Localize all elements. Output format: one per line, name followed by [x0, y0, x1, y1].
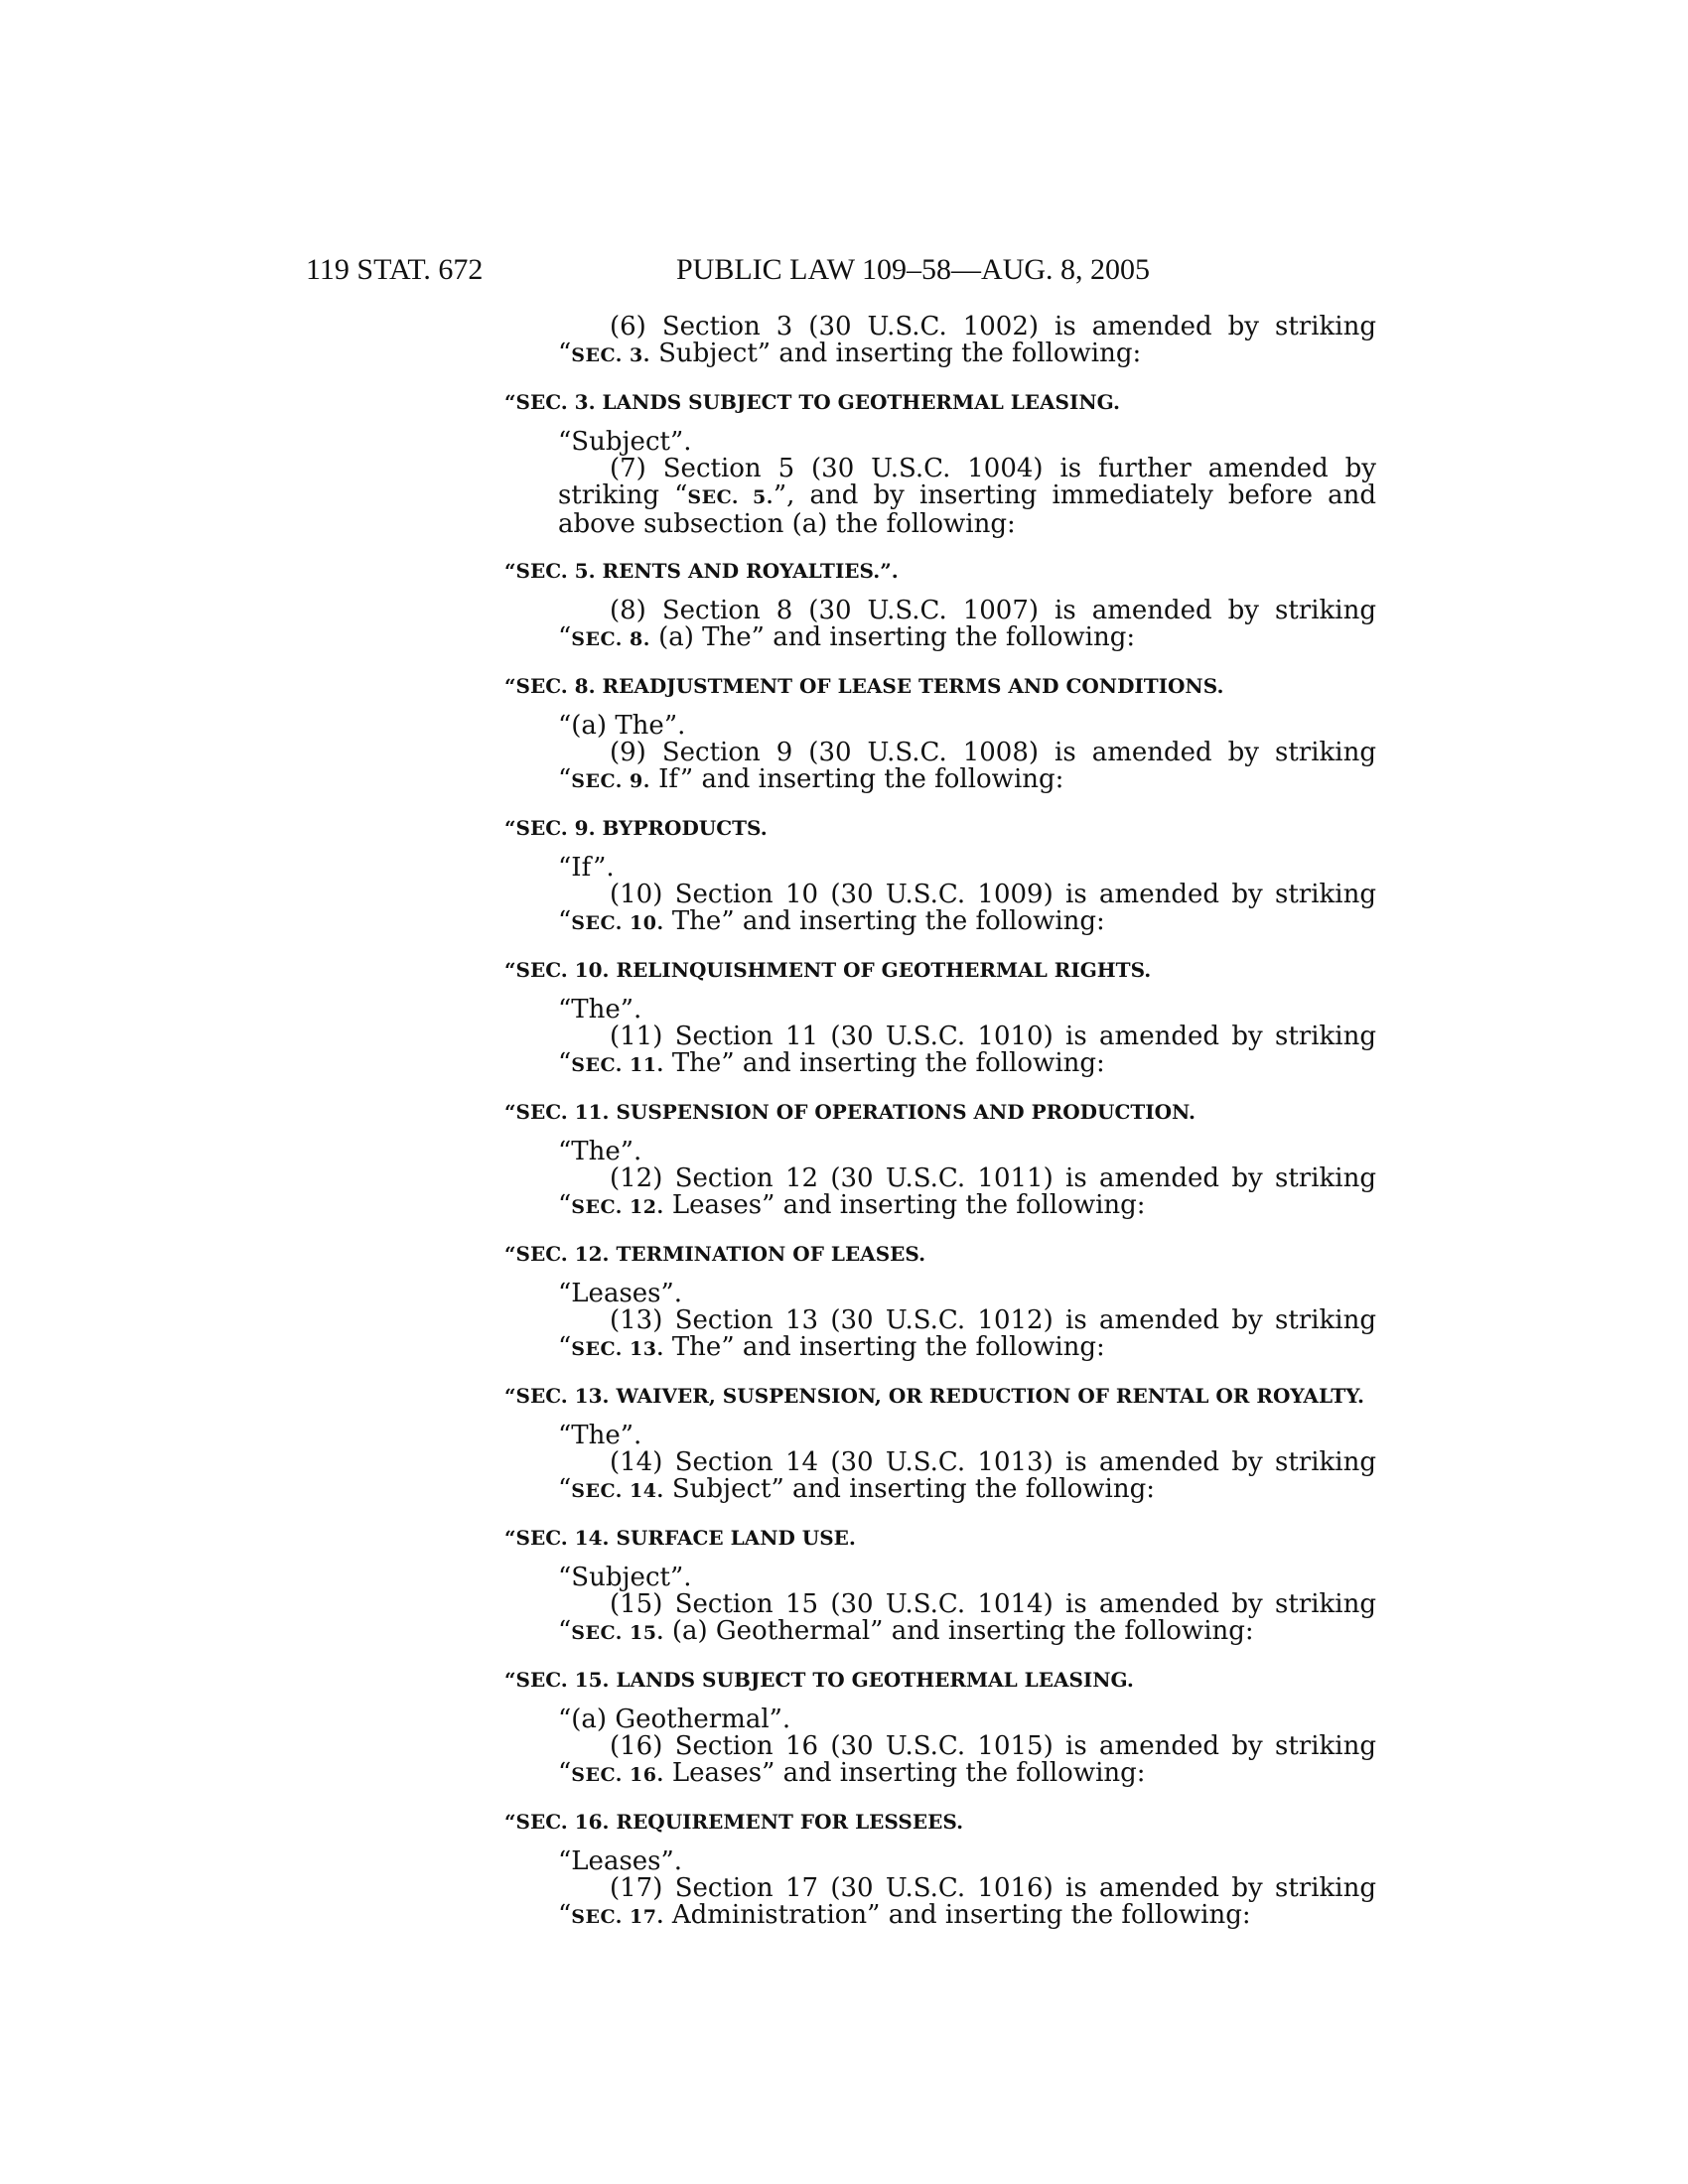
section-heading: “SEC. 16. REQUIREMENT FOR LESSEES. — [504, 1810, 964, 1834]
section-heading: “SEC. 8. READJUSTMENT OF LEASE TERMS AND CONDITIONS. — [504, 674, 1224, 698]
paragraph-text: (a) The” and inserting the following: — [649, 622, 1136, 652]
statute-page-reference: 119 STAT. 672 — [306, 253, 484, 286]
paragraph-text: Leases” and inserting the following: — [663, 1758, 1146, 1788]
paragraph-text: (7) Section 5 (30 U.S.C. 1004) is further amended by striking “ — [558, 454, 1376, 510]
quoted-text: “If”. — [558, 853, 615, 883]
paragraph-text: Leases” and inserting the following: — [663, 1190, 1146, 1220]
section-reference: SEC. 10. — [571, 912, 664, 934]
amendment-paragraph — [558, 1875, 1376, 1931]
paragraph-text: (13) Section 13 (30 U.S.C. 1012) is amended by striking “ — [558, 1305, 1376, 1362]
paragraph-text: ”, and by inserting immediately before and above subsection (a) the following: — [558, 480, 1376, 539]
section-heading: “SEC. 12. TERMINATION OF LEASES. — [504, 1242, 926, 1266]
running-head — [306, 250, 1378, 290]
paragraph-text: Subject” and inserting the following: — [649, 339, 1142, 368]
amendment-paragraph — [558, 882, 1376, 937]
section-reference: SEC. 15. — [571, 1622, 664, 1644]
paragraph-text: (9) Section 9 (30 U.S.C. 1008) is amended by striking “ — [558, 738, 1376, 794]
quoted-text: “The”. — [558, 1421, 642, 1450]
quoted-text: “The”. — [558, 995, 642, 1024]
section-reference: SEC. 9. — [571, 770, 650, 792]
document-body — [0, 314, 1688, 1931]
section-reference: SEC. 14. — [571, 1480, 664, 1502]
section-reference: SEC. 11. — [571, 1054, 664, 1076]
quoted-text: “Subject”. — [558, 427, 692, 457]
paragraph-text: The” and inserting the following: — [663, 1332, 1105, 1362]
paragraph-text: (17) Section 17 (30 U.S.C. 1016) is amended by striking “ — [558, 1873, 1376, 1930]
amendment-paragraph — [558, 1591, 1376, 1647]
amendment-paragraph — [558, 1165, 1376, 1221]
amendment-paragraph — [558, 1449, 1376, 1505]
public-law-title: PUBLIC LAW 109–58—AUG. 8, 2005 — [676, 253, 1151, 286]
section-heading: “SEC. 10. RELINQUISHMENT OF GEOTHERMAL RIGHTS. — [504, 958, 1152, 982]
paragraph-text: (6) Section 3 (30 U.S.C. 1002) is amended by striking “ — [558, 312, 1376, 368]
paragraph-text: The” and inserting the following: — [663, 906, 1105, 936]
section-reference: SEC. 13. — [571, 1338, 664, 1360]
section-reference: SEC. 5. — [687, 486, 774, 508]
amendment-paragraph — [558, 740, 1376, 795]
section-heading: “SEC. 11. SUSPENSION OF OPERATIONS AND PRODUCTION. — [504, 1100, 1196, 1124]
paragraph-text: (a) Geothermal” and inserting the following: — [663, 1616, 1254, 1646]
paragraph-text: (12) Section 12 (30 U.S.C. 1011) is amended by striking “ — [558, 1163, 1376, 1220]
quoted-text: “Leases”. — [558, 1279, 683, 1308]
paragraph-text: (8) Section 8 (30 U.S.C. 1007) is amended by striking “ — [558, 596, 1376, 652]
section-heading: “SEC. 5. RENTS AND ROYALTIES.”. — [504, 559, 899, 583]
section-reference: SEC. 8. — [571, 628, 650, 650]
amendment-paragraph — [558, 1733, 1376, 1789]
paragraph-text: (15) Section 15 (30 U.S.C. 1014) is amended by striking “ — [558, 1589, 1376, 1646]
paragraph-text: Subject” and inserting the following: — [663, 1474, 1155, 1504]
quoted-text: “Leases”. — [558, 1846, 683, 1876]
paragraph-text: The” and inserting the following: — [663, 1048, 1105, 1078]
paragraph-text: (16) Section 16 (30 U.S.C. 1015) is amended by striking “ — [558, 1731, 1376, 1788]
quoted-text: “(a) The”. — [558, 711, 686, 741]
section-reference: SEC. 12. — [571, 1196, 664, 1218]
section-reference: SEC. 16. — [571, 1764, 664, 1786]
section-heading: “SEC. 15. LANDS SUBJECT TO GEOTHERMAL LEASING. — [504, 1668, 1134, 1692]
paragraph-text: (11) Section 11 (30 U.S.C. 1010) is amended by striking “ — [558, 1022, 1376, 1078]
amendment-paragraph — [558, 598, 1376, 653]
amendment-paragraph — [558, 1307, 1376, 1363]
section-heading: “SEC. 14. SURFACE LAND USE. — [504, 1526, 856, 1550]
amendment-paragraph — [558, 1024, 1376, 1079]
amendment-paragraph — [558, 456, 1376, 538]
quoted-text: “The”. — [558, 1137, 642, 1166]
section-heading: “SEC. 9. BYPRODUCTS. — [504, 816, 768, 840]
paragraph-text: Administration” and inserting the following: — [663, 1900, 1251, 1930]
paragraph-text: If” and inserting the following: — [649, 764, 1064, 794]
quoted-text: “(a) Geothermal”. — [558, 1705, 791, 1734]
section-reference: SEC. 3. — [571, 344, 650, 366]
paragraph-text: (14) Section 14 (30 U.S.C. 1013) is amended by striking “ — [558, 1447, 1376, 1504]
section-heading: “SEC. 13. WAIVER, SUSPENSION, OR REDUCTION OF RENTAL OR ROYALTY. — [504, 1384, 1364, 1408]
section-reference: SEC. 17. — [571, 1906, 664, 1928]
paragraph-text: (10) Section 10 (30 U.S.C. 1009) is amended by striking “ — [558, 880, 1376, 936]
amendment-paragraph — [558, 314, 1376, 369]
section-heading: “SEC. 3. LANDS SUBJECT TO GEOTHERMAL LEASING. — [504, 390, 1120, 414]
quoted-text: “Subject”. — [558, 1563, 692, 1592]
